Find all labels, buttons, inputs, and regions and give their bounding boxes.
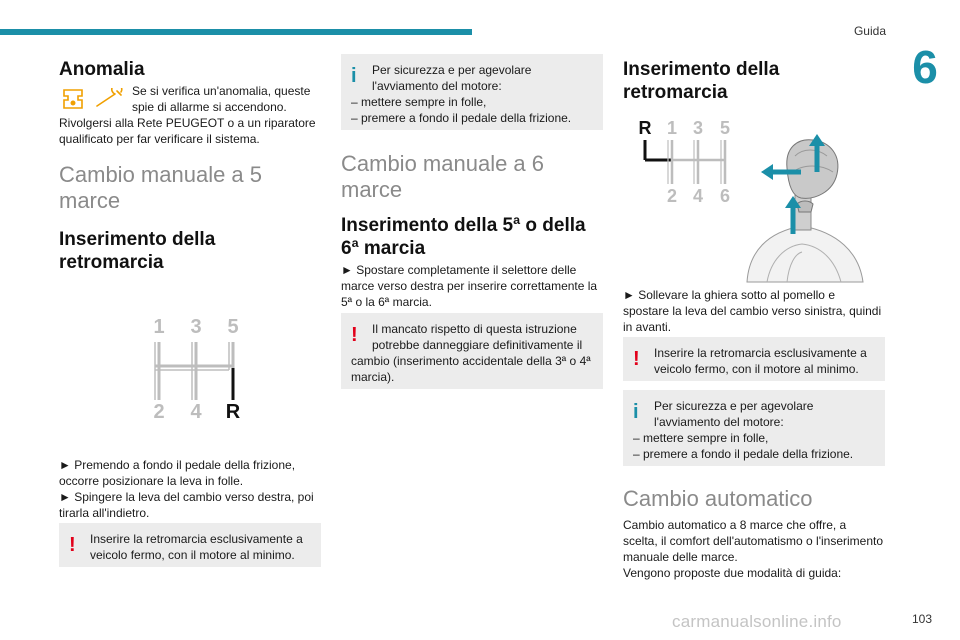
anomaly-text-1: Se si verifica un'anomalia, queste — [132, 84, 311, 98]
header-accent-bar — [0, 29, 472, 35]
gear-label-r: R — [638, 118, 652, 138]
exclamation-icon: ! — [69, 534, 76, 556]
info-icon: i — [351, 65, 357, 87]
info-box-start-1: i Per sicurezza e per agevolare l'avviamento del motore: – mettere sempre in folle, – premere a fondo il pedale della frizione. — [341, 54, 603, 130]
warning-box-gear56: ! Il mancato rispetto di questa istruzione potrebbe danneggiare definitivamente il cambio (inserimento accidentale della 3ª o 4ª marcia). — [341, 313, 603, 389]
reverse-steps-6: ► Sollevare la ghiera sotto al pomello e spostare la leva del cambio verso sinistra, quindi in avanti. — [623, 288, 882, 334]
gear-label-4: 4 — [190, 401, 202, 423]
gear-pattern-5-speed — [149, 306, 253, 426]
warning-box-reverse-5: ! Inserire la retromarcia esclusivamente a veicolo fermo, con il motore al minimo. — [59, 523, 321, 567]
gear-pattern-6-speed — [637, 112, 877, 284]
gear-label-3: 3 — [692, 118, 704, 138]
anomaly-text-2: spie di allarme si accendono. — [132, 100, 287, 114]
wrench-icon — [95, 88, 129, 108]
running-head: Guida — [853, 24, 886, 38]
gear-label-1: 1 — [666, 118, 678, 138]
gear-label-3: 3 — [190, 316, 202, 338]
reverse-heading-5: Inserimento della retromarcia — [59, 229, 216, 273]
gear-label-4: 4 — [692, 186, 704, 206]
gear-lever-illustration — [747, 134, 863, 282]
gear-label-6: 6 — [719, 186, 731, 206]
exclamation-icon: ! — [633, 348, 640, 370]
chapter-number: 6 — [912, 41, 938, 93]
automatic-text: Cambio automatico a 8 marce che offre, a scelta, il comfort dell'automatismo o l'inserimento manuale delle marce. Vengono proposte due modalità di guida: — [623, 518, 884, 580]
gear-label-1: 1 — [153, 316, 165, 338]
reverse-steps-5: ► Premendo a fondo il pedale della frizione, occorre posizionare la leva in folle. ► Spingere la leva del cambio verso destra, poi tirarla all'indietro. — [59, 458, 314, 520]
gear56-heading: Inserimento della 5ª o della 6ª marcia — [341, 215, 586, 259]
info-icon: i — [633, 401, 639, 423]
manual5-heading: Cambio manuale a 5 marce — [59, 162, 263, 213]
gear-label-2: 2 — [666, 186, 678, 206]
anomaly-text-3: Rivolgersi alla Rete PEUGEOT o a un riparatore — [59, 116, 316, 130]
anomaly-text-4: qualificato per far verificare il sistema. — [59, 132, 260, 146]
anomaly-heading: Anomalia — [59, 59, 145, 80]
gear-label-r: R — [225, 401, 241, 423]
page-number: 103 — [911, 612, 932, 626]
gear-label-5: 5 — [719, 118, 731, 138]
gear56-steps: ► Spostare completamente il selettore delle marce verso destra per inserire correttamente la 5ª o la 6ª marcia. — [341, 263, 598, 309]
gear-label-5: 5 — [227, 316, 239, 338]
exclamation-icon: ! — [351, 324, 358, 346]
gear-label-2: 2 — [153, 401, 165, 423]
watermark: carmanualsonline.info — [672, 612, 842, 631]
reverse-heading-6: Inserimento della retromarcia — [623, 59, 780, 103]
warning-box-reverse-6: ! Inserire la retromarcia esclusivamente a veicolo fermo, con il motore al minimo. — [623, 337, 885, 381]
automatic-heading: Cambio automatico — [623, 486, 813, 511]
manual6-heading: Cambio manuale a 6 marce — [341, 151, 545, 202]
info-box-start-2: i Per sicurezza e per agevolare l'avviamento del motore: – mettere sempre in folle, – premere a fondo il pedale della frizione. — [623, 390, 885, 466]
